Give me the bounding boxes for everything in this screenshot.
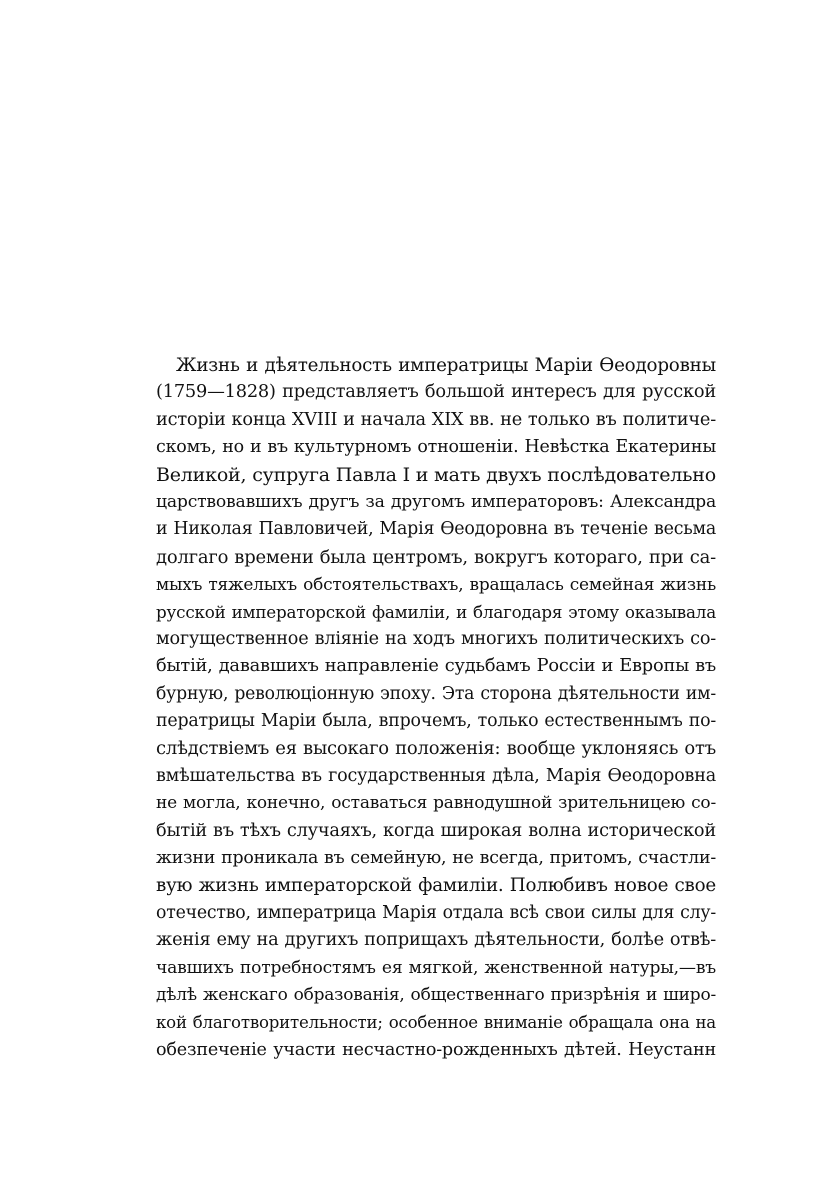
text-line: исторіи конца XVIII и начала XIX вв. не только въ политиче- bbox=[156, 409, 716, 430]
text-line: Жизнь и дѣятельность императрицы Маріи Ѳеодоровны bbox=[176, 355, 716, 376]
text-line: отечество, императрица Марія отдала всѣ свои силы для слу- bbox=[156, 902, 716, 923]
text-line: бурную, революціонную эпоху. Эта сторона дѣятельности им- bbox=[156, 683, 716, 704]
text-line: дѣлѣ женскаго образованія, общественнаго призрѣнія и широ- bbox=[156, 984, 716, 1005]
paragraph bbox=[156, 352, 716, 1064]
text-line: обезпеченіе участи несчастно-рожденныхъ дѣтей. Неустанн bbox=[156, 1039, 716, 1060]
text-line: могущественное вліяніе на ходъ многихъ политическихъ со- bbox=[156, 628, 716, 649]
text-line: долгаго времени была центромъ, вокругъ котораго, при са- bbox=[156, 546, 716, 568]
text-line: жизни проникала въ семейную, не всегда, притомъ, счастли- bbox=[156, 848, 716, 869]
text-line: кой благотворительности; особенное вниманіе обращала она на bbox=[156, 1013, 716, 1033]
text-line: женія ему на другихъ поприщахъ дѣятельности, болѣе отвѣ- bbox=[156, 930, 716, 951]
text-line: не могла, конечно, оставаться равнодушной зрительницею со- bbox=[156, 793, 716, 814]
text-line: Великой, супруга Павла I и мать двухъ послѣдовательно bbox=[156, 463, 716, 486]
text-line: ператрицы Маріи была, впрочемъ, только естественнымъ по- bbox=[156, 711, 716, 732]
text-line: русской императорской фамиліи, и благодаря этому оказывала bbox=[156, 601, 716, 622]
text-line: вмѣшательства въ государственныя дѣла, Марія Ѳеодоровна bbox=[156, 765, 716, 786]
text-line: и Николая Павловичей, Марія Ѳеодоровна въ теченіе весьма bbox=[156, 519, 716, 540]
text-line: (1759—1828) представляетъ большой интересъ для русской bbox=[156, 382, 716, 403]
text-line: царствовавшихъ другъ за другомъ императоровъ: Александра bbox=[156, 491, 716, 512]
text-line: скомъ, но и въ культурномъ отношеніи. Невѣстка Екатерины bbox=[156, 437, 716, 458]
text-line: вую жизнь императорской фамиліи. Полюбивъ новое свое bbox=[156, 875, 716, 897]
text-line: мыхъ тяжелыхъ обстоятельствахъ, вращалась семейная жизнь bbox=[156, 574, 716, 595]
text-line: бытій въ тѣхъ случаяхъ, когда широкая волна исторической bbox=[156, 820, 716, 841]
text-line: бытій, дававшихъ направленіе судьбамъ Россіи и Европы въ bbox=[156, 656, 716, 677]
text-line: чавшихъ потребностямъ ея мягкой, женственной натуры,—въ bbox=[156, 957, 716, 978]
text-line: слѣдствіемъ ея высокаго положенія: вообще уклоняясь отъ bbox=[156, 738, 716, 760]
